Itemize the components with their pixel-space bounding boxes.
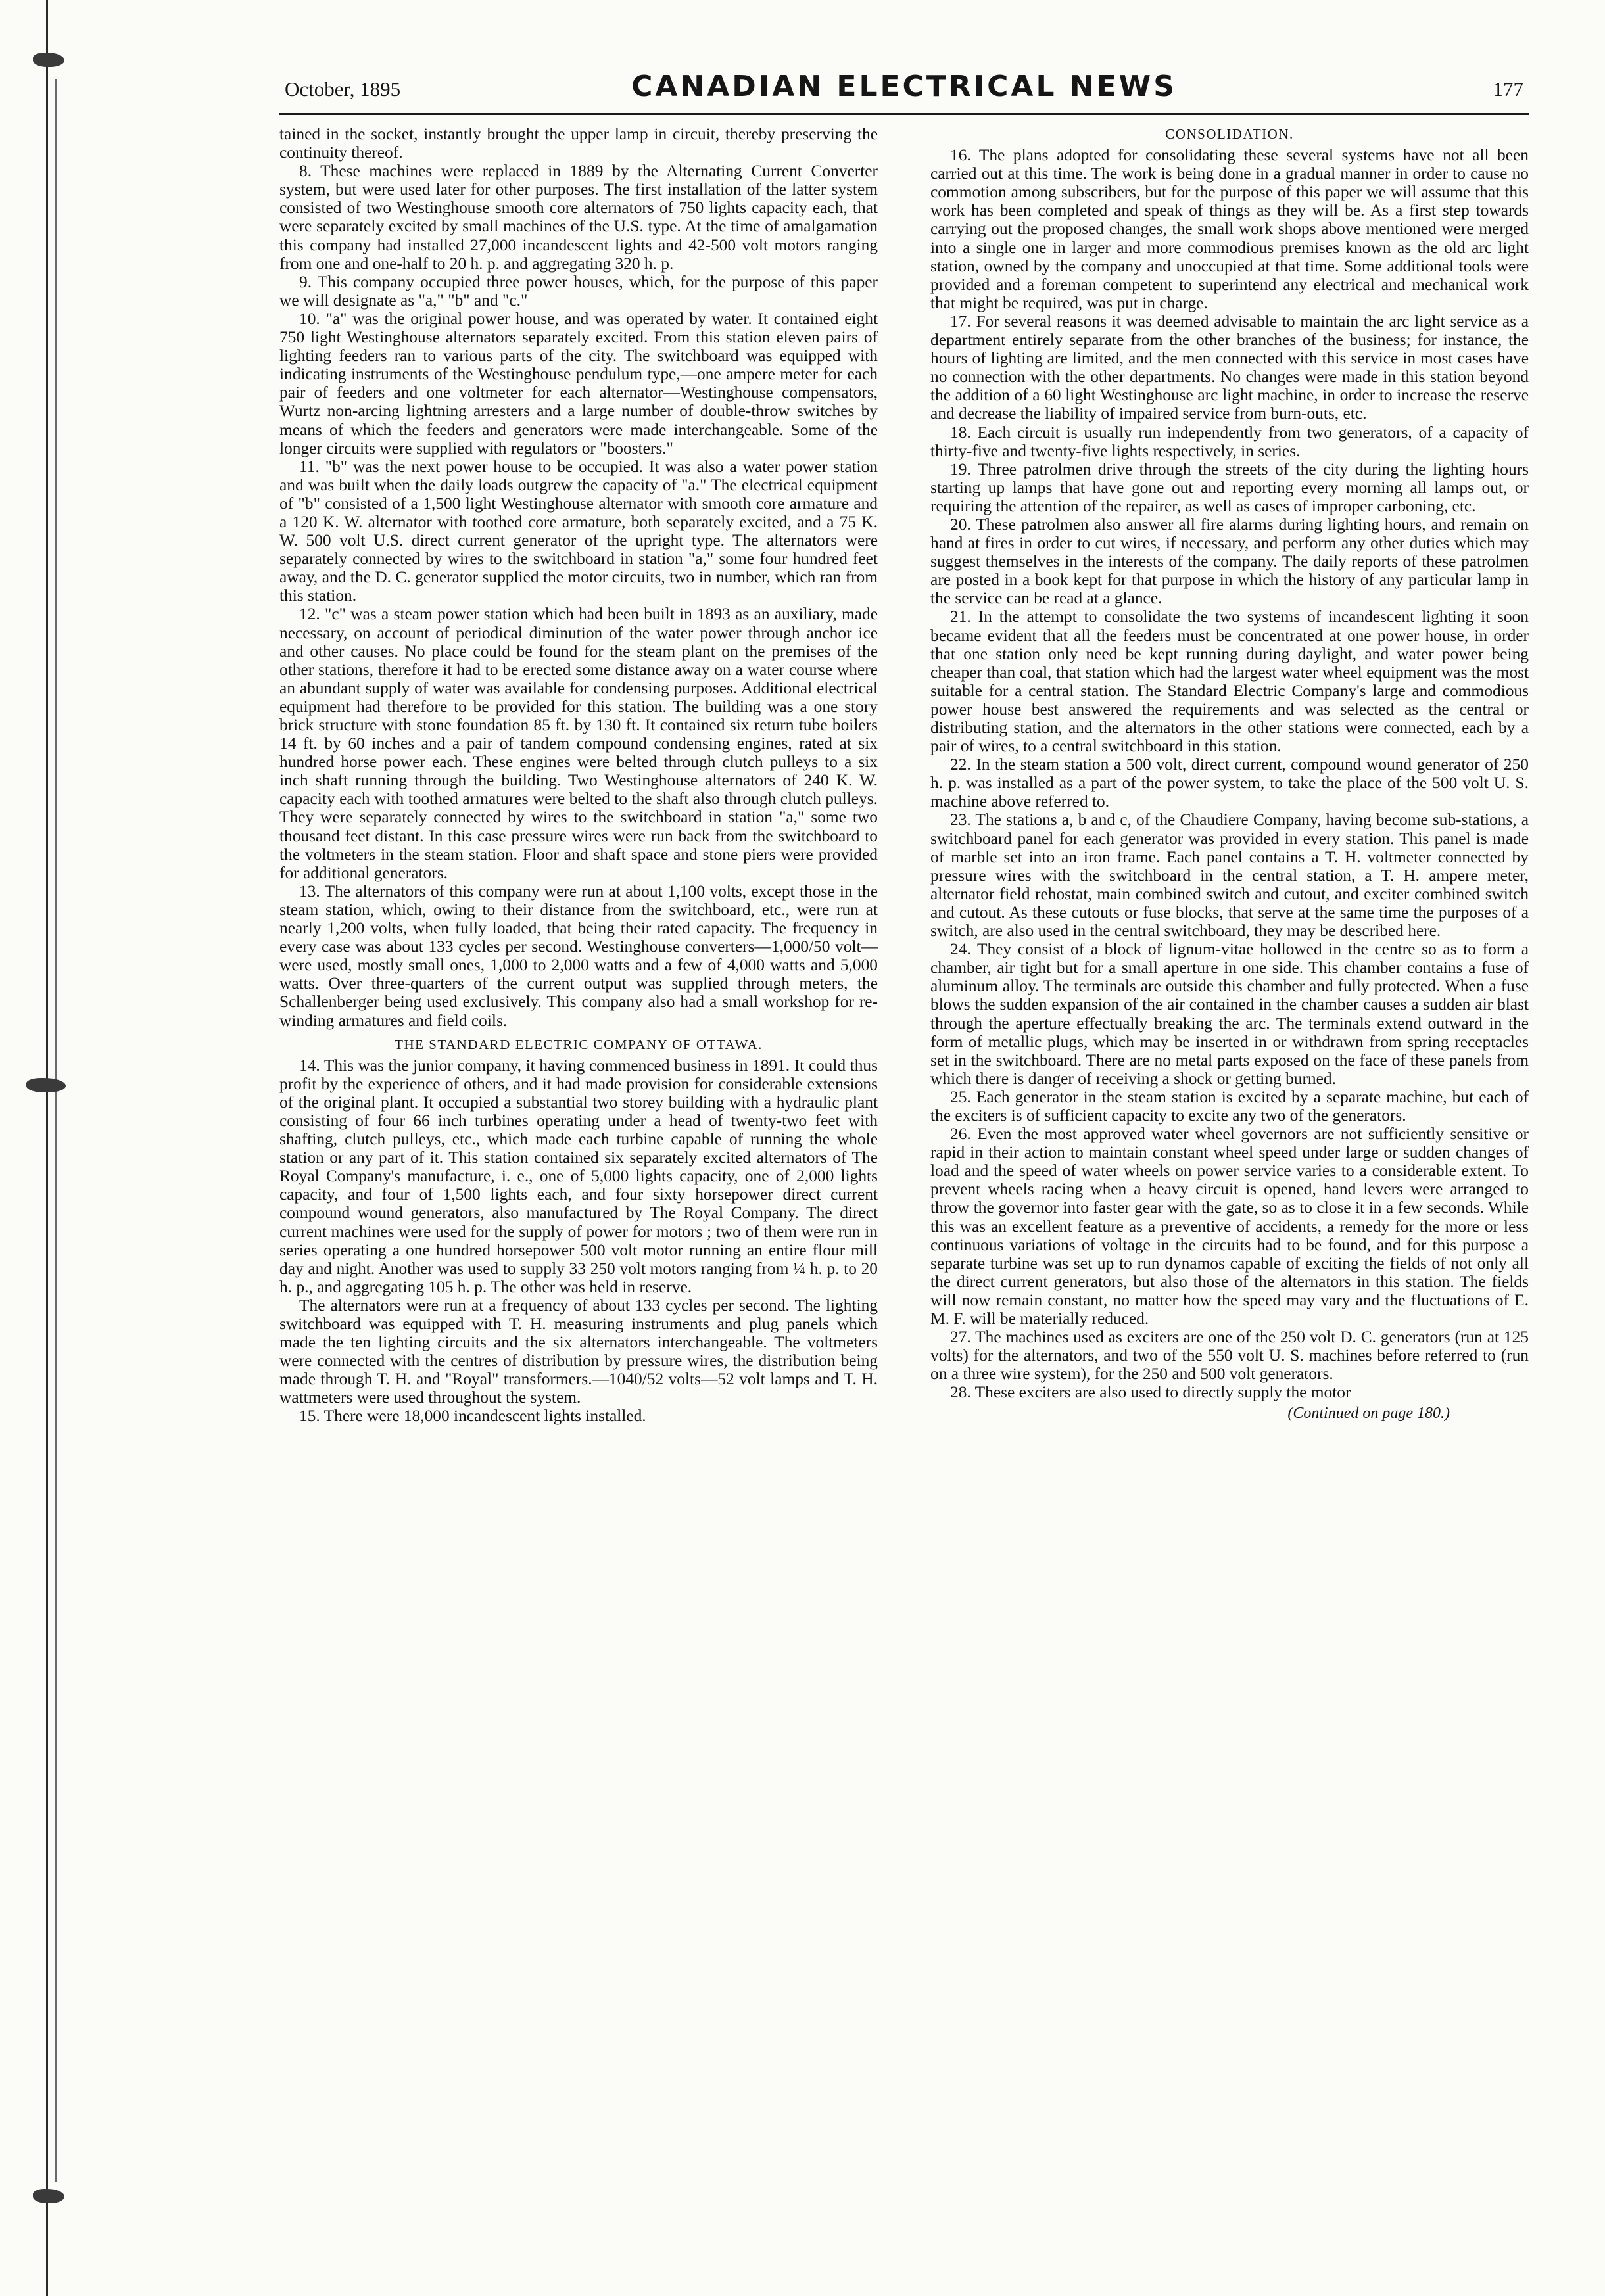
paragraph: 15. There were 18,000 incandescent lights installed. [299, 1407, 646, 1426]
paragraph: The alternators were run at a frequency of about 133 cycles per second. The lighting switchboard was equipped with T. H. measuring instruments and plug panels which made the ten lighting circuits and the six alternators interchangeable. The voltmeters were connected with the centres of distribution by pressure wires, the distribution being made through T. H. and "Royal" transformers.—1040/52 volts—52 volt lamps and T. H. wattmeters were used throughout the system. [279, 1296, 878, 1407]
binding-mark [33, 2189, 64, 2203]
paragraph: 19. Three patrolmen drive through the streets of the city during the lighting hours starting up lamps that have gone out and reporting every morning all lamps out, or requiring the attention of the repairer, as well as cases of improper carboning, etc. [930, 459, 1529, 515]
paragraph: 8. These machines were replaced in 1889 by the Alternating Current Converter system, but were used later for other purposes. The first installation of the latter system consisted of two Westinghouse smooth core alternators of 750 lights capacity each, that were separately excited by small machines of the U.S. type. At the time of amalgamation this company had installed 27,000 incandescent lights and 42-500 volt motors ranging from one and one-half to 20 h. p. and aggregating 320 h. p. [279, 162, 878, 273]
paragraph: 17. For several reasons it was deemed advisable to maintain the arc light service as a department entirely separate from the other branches of the business; for instance, the hours of lighting are limited, and the men connected with this service in most cases have no connection with the other departments. No changes were made in this station beyond the addition of a 60 light Westinghouse arc light machine, in order to increase the reserve and decrease the liability of impaired service from burn-outs, etc. [930, 312, 1529, 423]
paragraph: 18. Each circuit is usually run independently from two generators, of a capacity of thirty-five and twenty-five lights respectively, in series. [930, 423, 1529, 460]
header-rule [279, 113, 1529, 115]
paragraph: 22. In the steam station a 500 volt, direct current, compound wound generator of 250 h. p. was installed as a part of the power system, to take the place of the 500 volt U. S. machine above referred to. [930, 755, 1529, 811]
binding-rule [46, 0, 48, 2296]
page-binding-edge [0, 0, 78, 2296]
paragraph: tained in the socket, instantly brought the upper lamp in circuit, thereby preserving the continuity thereof. [279, 125, 878, 162]
paragraph: 21. In the attempt to consolidate the two systems of incandescent lighting it soon became evident that all the feeders must be concentrated at one power house, in order that one station only need be kept running during daylight, and water power being cheaper than coal, that station which had the largest water wheel equipment was the most suitable for a central station. The Standard Electric Company's large and commodious power house best answered the requirements and was selected as the central or distributing station, and the alternators in the other stations were connected, each by a pair of wires, to a central switchboard in this station. [930, 607, 1529, 756]
paragraph: 28. These exciters are also used to directly supply the motor [950, 1383, 1351, 1402]
paragraph: 12. "c" was a steam power station which had been built in 1893 as an auxiliary, made necessary, on account of periodical diminution of the water power through anchor ice and other causes. No place could be found for the steam plant on the premises of the other stations, therefore it had to be erected some distance away on a water course where an abundant supply of water was available for condensing purposes. Additional electrical equipment had therefore to be provided for this station. The building was a one story brick structure with stone foundation 85 ft. by 130 ft. It contained six return tube boilers 14 ft. by 60 inches and a pair of tandem compound condensing engines, rated at six hundred horse power each. These engines were belted through clutch pulleys to a six inch shaft running through the building. Two Westinghouse alternators of 240 K. W. capacity each with toothed armatures were belted to the shaft also through clutch pulleys. They were separately connected by wires to the switchboard in station "a," some two thousand feet distant. In this case pressure wires were run back from the switchboard to the voltmeters in the steam station. Floor and shaft space and stone piers were provided for additional generators. [279, 605, 878, 882]
paragraph: 16. The plans adopted for consolidating these several systems have not all been carried out at this time. The work is being done in a gradual manner in order to cause no commotion among subscribers, but for the purpose of this paper we will assume that this work has been completed and speak of things as they will be. As a first step towards carrying out the proposed changes, the small work shops above mentioned were merged into a single one in larger and more commodious premises known as the old arc light station, owned by the company and unoccupied at that time. Some additional tools were provided and a foreman competent to superintend any electrical and mechanical work that might be required, was put in charge. [930, 146, 1529, 312]
paragraph: 24. They consist of a block of lignum-vitae hollowed in the centre so as to form a chamber, air tight but for a small aperture in one side. This chamber contains a fuse of aluminum alloy. The terminals are outside this chamber and fully protected. When a fuse blows the sudden expansion of the air contained in the chamber causes a sudden air blast through the aperture effectually breaking the arc. The terminals extend outward in the form of metallic plugs, which may be inserted in or withdrawn from spring receptacles set in the switchboard. There are no metal parts exposed on the face of these panels from which there is danger of receiving a shock or getting burned. [930, 940, 1529, 1088]
left-column [279, 125, 878, 1426]
paragraph: 9. This company occupied three power houses, which, for the purpose of this paper we will designate as "a," "b" and "c." [279, 272, 878, 310]
paragraph: 25. Each generator in the steam station is excited by a separate machine, but each of the exciters is of sufficient capacity to excite any two of the generators. [930, 1087, 1529, 1125]
paragraph: 20. These patrolmen also answer all fire alarms during lighting hours, and remain on hand at fires in order to cut wires, if necessary, and perform any other duties which may suggest themselves in the interests of the company. The daily reports of these patrolmen are posted in a book kept for that purpose in which the history of any particular lamp in the service can be read at a glance. [930, 515, 1529, 608]
section-heading: THE STANDARD ELECTRIC COMPANY OF OTTAWA. [395, 1036, 763, 1052]
paragraph: 14. This was the junior company, it having commenced business in 1891. It could thus profit by the experience of others, and it had made provision for considerable extensions of the original plant. It occupied a substantial two storey building with a hydraulic plant consisting of four 66 inch turbines operating under a head of twenty-two feet with shafting, clutch pulleys, etc., which made each turbine capable of running the whole station or any part of it. This station contained six separately excited alternators of The Royal Company's manufacture, i. e., one of 5,000 lights capacity, one of 2,000 lights capacity, and four of 1,500 lights each, and four sixty horsepower direct current compound wound generators, also manufactured by The Royal Company. The direct current machines were used for the supply of power for motors ; two of them were run in series operating a one hundred horsepower 500 volt motor running an entire flour mill day and night. Another was used to supply 33 250 volt motors ranging from ¼ h. p. to 20 h. p., and aggregating 105 h. p. The other was held in reserve. [279, 1056, 878, 1296]
paragraph: 26. Even the most approved water wheel governors are not sufficiently sensitive or rapid in their action to maintain constant wheel speed under large or sudden changes of load and the speed of water wheels on power service varies to a considerable extent. To prevent wheels racing when a heavy circuit is opened, hand levers were arranged to throw the governor into faster gear with the gate, so as to close it in a few seconds. While this was an excellent feature as a preventive of accidents, a remedy for the more or less continuous variations of voltage in the circuits had to be found, and for this purpose a separate turbine was set up to run dynamos capable of exciting the fields of not only all the direct current generators, but also those of the alternators in this station. The fields will now remain constant, no matter how the speed may vary and the fluctuations of E. M. F. will be materially reduced. [930, 1125, 1529, 1328]
continued-note: (Continued on page 180.) [1287, 1405, 1450, 1422]
binding-rule-inner [55, 79, 57, 2182]
publication-title: CANADIAN ELECTRICAL NEWS [631, 70, 1177, 103]
section-heading: CONSOLIDATION. [1165, 126, 1294, 142]
page-header [279, 68, 1529, 114]
paragraph: 23. The stations a, b and c, of the Chaudiere Company, having become sub-stations, a switchboard panel for each generator was provided in every station. This panel is made of marble set into an iron frame. Each panel contains a T. H. voltmeter connected by pressure wires with the switchboard in the central station, a T. H. ampere meter, alternator field rehostat, main combined switch and cutout, and exciter combined switch and cutout. As these cutouts or fuse blocks, that serve at the same time the purposes of a switch, are also used in the central switchboard, they may be described here. [930, 810, 1529, 941]
paragraph: 10. "a" was the original power house, and was operated by water. It contained eight 750 light Westinghouse alternators separately excited. From this station eleven pairs of lighting feeders ran to various parts of the city. The switchboard was equipped with indicating instruments of the Westinghouse pendulum type,—one ampere meter for each pair of feeders and one voltmeter for each alternator—Westinghouse compensators, Wurtz non-arcing lightning arresters and a large number of double-throw switches by means of which the feeders and generators were made interchangeable. Some of the longer circuits were supplied with regulators or "boosters." [279, 309, 878, 457]
binding-mark [26, 1078, 66, 1092]
issue-date: October, 1895 [285, 78, 401, 101]
paragraph: 11. "b" was the next power house to be occupied. It was also a water power station and was built when the daily loads outgrew the capacity of "a." The electrical equipment of "b" consisted of a 1,500 light Westinghouse alternator with smooth core armature and a 120 K. W. alternator with toothed core armature, both separately excited, and a 75 K. W. 500 volt U.S. direct current generator of the upright type. The alternators were separately connected by wires to the switchboard in station "a," some four hundred feet away, and the D. C. generator supplied the motor circuits, two in number, which ran from this station. [279, 457, 878, 605]
paragraph: 27. The machines used as exciters are one of the 250 volt D. C. generators (run at 125 volts) for the alternators, and two of the 550 volt U. S. machines before referred to (run on a three wire system), for the 250 and 500 volt generators. [930, 1328, 1529, 1384]
paragraph: 13. The alternators of this company were run at about 1,100 volts, except those in the steam station, which, owing to their distance from the switchboard, etc., were run at nearly 1,200 volts, when fully loaded, that being their rated capacity. The frequency in every case was about 133 cycles per second. Westinghouse converters—1,000/50 volt—were used, mostly small ones, 1,000 to 2,000 watts and a few of 4,000 watts and 5,000 watts. Over three-quarters of the current output was supplied through meters, the Schallenberger being used exclusively. This company also had a small workshop for re-winding armatures and field coils. [279, 881, 878, 1030]
right-column [930, 125, 1529, 1423]
page-number: 177 [1493, 78, 1523, 101]
binding-mark [33, 53, 64, 67]
